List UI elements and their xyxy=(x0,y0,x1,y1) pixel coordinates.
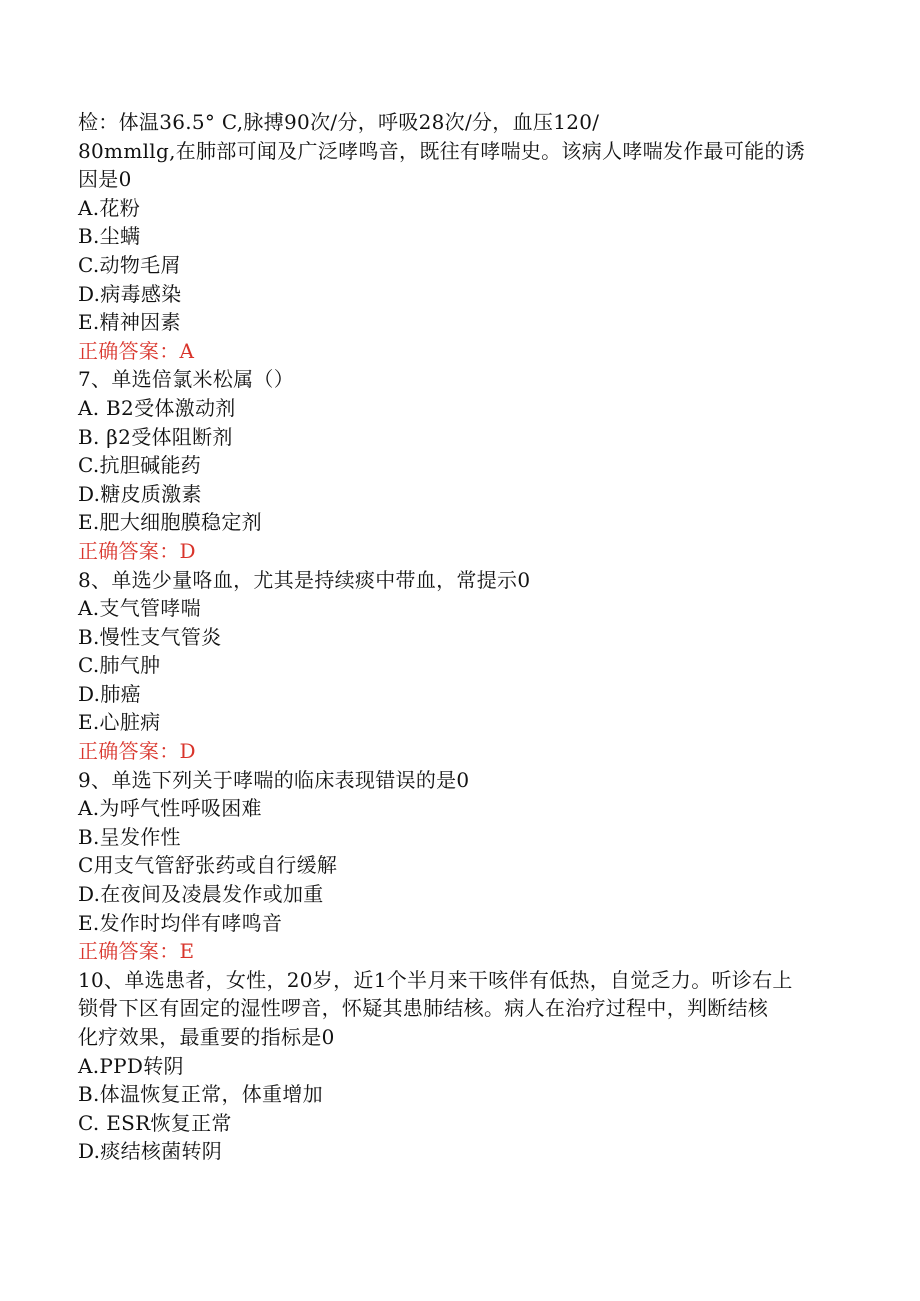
question-text: 80mmllg,在肺部可闻及广泛哮鸣音，既往有哮喘史。该病人哮喘发作最可能的诱 xyxy=(78,138,806,163)
option-a: A.为呼气性呼吸困难 xyxy=(78,796,262,821)
option-a: A.PPD转阴 xyxy=(78,1053,184,1078)
option-c: C.动物毛屑 xyxy=(78,252,181,277)
option-d: D.痰结核菌转阴 xyxy=(78,1139,223,1164)
option-e: E.发作时均伴有哮鸣音 xyxy=(78,910,283,935)
question-8-stem: 8、单选少量咯血，尤其是持续痰中带血，常提示0 xyxy=(78,567,531,592)
question-text: 因是0 xyxy=(78,167,132,192)
option-d: D.病毒感染 xyxy=(78,281,182,306)
option-e: E.肥大细胞膜稳定剂 xyxy=(78,510,262,535)
option-a: A.花粉 xyxy=(78,195,141,220)
option-a: A.支气管哮喘 xyxy=(78,596,201,621)
option-d: D.肺癌 xyxy=(78,681,141,706)
option-b: B.尘螨 xyxy=(78,224,141,249)
option-c: C. ESR恢复正常 xyxy=(78,1110,232,1135)
option-b: B.体温恢复正常，体重增加 xyxy=(78,1082,323,1107)
option-d: D.糖皮质激素 xyxy=(78,481,202,506)
document-page xyxy=(78,108,848,1166)
correct-answer: 正确答案：E xyxy=(78,939,195,964)
correct-answer: 正确答案：D xyxy=(78,739,196,764)
correct-answer: 正确答案：D xyxy=(78,538,196,563)
question-10-stem: 10、单选患者，女性，20岁，近1个半月来干咳伴有低热，自觉乏力。听诊右上 xyxy=(78,967,793,992)
option-c: C用支气管舒张药或自行缓解 xyxy=(78,853,338,878)
option-b: B. β2受体阻断剂 xyxy=(78,424,233,449)
question-10-stem: 化疗效果，最重要的指标是0 xyxy=(78,1025,335,1049)
option-d: D.在夜间及凌晨发作或加重 xyxy=(78,882,324,907)
option-b: B.慢性支气管炎 xyxy=(78,624,222,649)
question-10-stem: 锁骨下区有固定的湿性啰音，怀疑其患肺结核。病人在治疗过程中，判断结核 xyxy=(78,996,769,1021)
option-c: C.肺气肿 xyxy=(78,653,161,678)
option-b: B.呈发作性 xyxy=(78,824,181,849)
question-9-stem: 9、单选下列关于哮喘的临床表现错误的是0 xyxy=(78,767,470,792)
option-a: A. B2受体激动剂 xyxy=(78,395,236,420)
option-e: E.精神因素 xyxy=(78,310,181,335)
question-text: 检：体温36.5° C,脉搏90次/分，呼吸28次/分，血压120/ xyxy=(78,110,600,134)
option-c: C.抗胆碱能药 xyxy=(78,453,202,478)
question-7-stem: 7、单选倍氯米松属（） xyxy=(78,367,295,392)
correct-answer: 正确答案：A xyxy=(78,338,195,363)
option-e: E.心脏病 xyxy=(78,710,161,735)
